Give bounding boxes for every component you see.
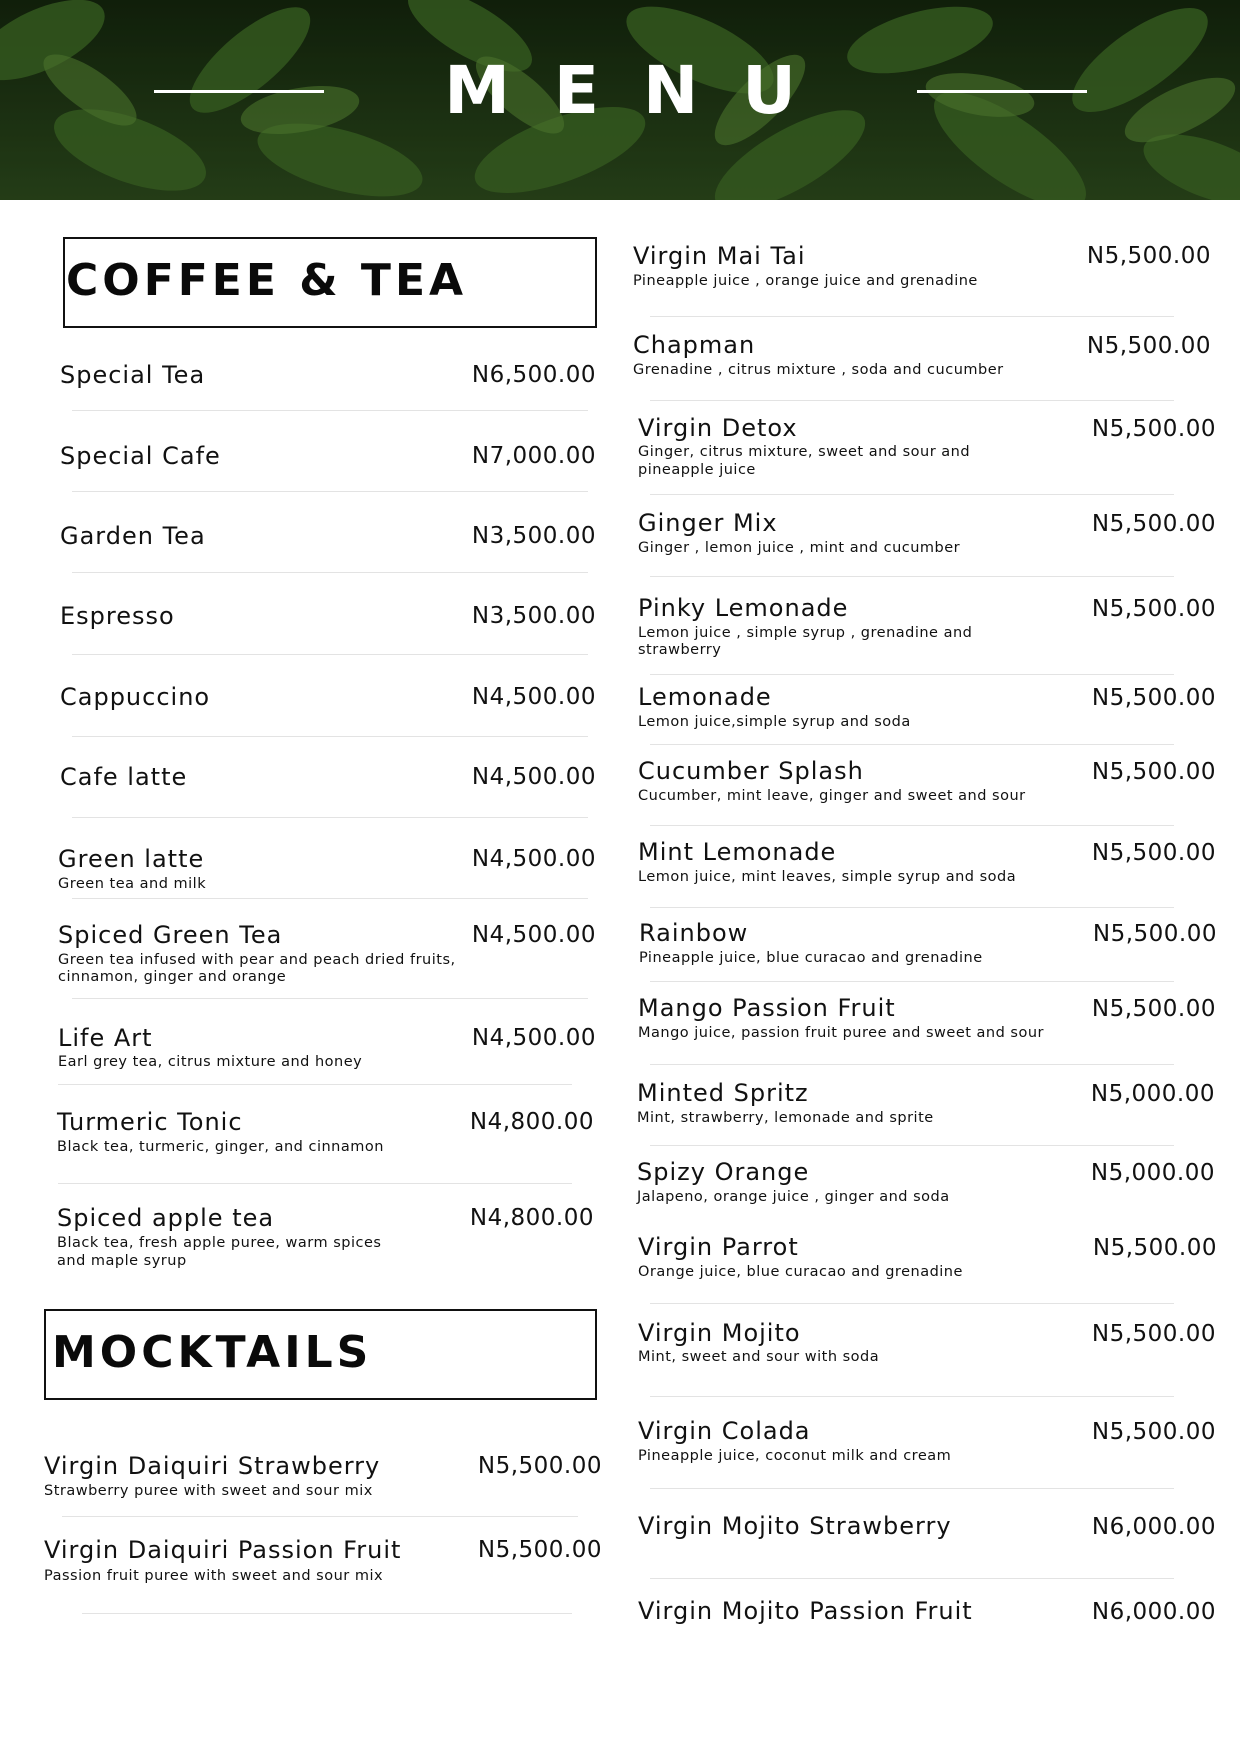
menu-item-name: Virgin Daiquiri Strawberry: [44, 1452, 381, 1480]
menu-item-name: Virgin Detox: [638, 414, 798, 442]
menu-item-description: Black tea, turmeric, ginger, and cinnamon: [57, 1139, 384, 1155]
menu-item-price: N7,000.00: [471, 443, 596, 469]
menu-item-name: Virgin Parrot: [638, 1233, 799, 1261]
menu-item-price: N5,500.00: [1092, 1235, 1217, 1261]
menu-item-price: N5,500.00: [1091, 685, 1216, 711]
menu-item-name: Virgin Mojito: [638, 1319, 801, 1347]
menu-item-description: Mint, strawberry, lemonade and sprite: [637, 1110, 934, 1126]
menu-item-description: Ginger, citrus mixture, sweet and sour and: [638, 444, 971, 460]
menu-item-description: Strawberry puree with sweet and sour mix: [44, 1483, 373, 1499]
menu-item-price: N5,500.00: [477, 1453, 602, 1479]
menu-item-name: Mint Lemonade: [638, 838, 837, 866]
menu-item-description: cinnamon, ginger and orange: [58, 969, 287, 985]
menu-item-price: N5,000.00: [1090, 1081, 1215, 1107]
menu-item-name: Cafe latte: [60, 763, 188, 791]
item-divider: [650, 576, 1174, 577]
menu-item-name: Spiced Green Tea: [58, 921, 283, 949]
menu-item-price: N5,500.00: [1091, 511, 1216, 537]
item-divider: [58, 1084, 572, 1085]
menu-item-price: N4,500.00: [471, 764, 596, 790]
menu-item-name: Minted Spritz: [637, 1079, 809, 1107]
item-divider: [72, 572, 588, 573]
menu-item-description: Mango juice, passion fruit puree and sweet and sour: [638, 1025, 1044, 1041]
menu-item-price: N5,500.00: [1086, 243, 1211, 269]
menu-item-name: Virgin Mojito Strawberry: [638, 1512, 952, 1540]
menu-item-price: N5,500.00: [1091, 1419, 1216, 1445]
menu-item-description: Pineapple juice , orange juice and grenadine: [633, 273, 978, 289]
coffee-tea-title: COFFEE & TEA: [66, 255, 468, 306]
menu-item-description: Green tea infused with pear and peach dried fruits,: [58, 952, 456, 968]
item-divider: [72, 898, 588, 899]
item-divider: [72, 998, 588, 999]
item-divider: [82, 1613, 572, 1614]
menu-item-price: N6,000.00: [1091, 1514, 1216, 1540]
menu-item-price: N3,500.00: [471, 523, 596, 549]
menu-item-name: Cucumber Splash: [638, 757, 864, 785]
menu-item-description: Jalapeno, orange juice , ginger and soda: [637, 1189, 950, 1205]
menu-item-name: Spiced apple tea: [57, 1204, 275, 1232]
item-divider: [650, 494, 1174, 495]
item-divider: [650, 825, 1174, 826]
menu-item-description: Cucumber, mint leave, ginger and sweet and sour: [638, 788, 1026, 804]
item-divider: [650, 1303, 1174, 1304]
menu-item-price: N5,500.00: [1091, 416, 1216, 442]
menu-item-name: Espresso: [60, 602, 175, 630]
menu-item-name: Virgin Colada: [638, 1417, 811, 1445]
item-divider: [650, 400, 1174, 401]
item-divider: [650, 907, 1174, 908]
menu-item-description: and maple syrup: [57, 1253, 187, 1269]
menu-item-name: Virgin Mai Tai: [633, 242, 806, 270]
menu-item-description: Passion fruit puree with sweet and sour mix: [44, 1568, 384, 1584]
menu-item-name: Lemonade: [638, 683, 772, 711]
item-divider: [650, 674, 1174, 675]
menu-item-name: Virgin Mojito Passion Fruit: [638, 1597, 973, 1625]
menu-item-price: N5,500.00: [1086, 333, 1211, 359]
menu-item-description: Earl grey tea, citrus mixture and honey: [58, 1054, 363, 1070]
menu-item-name: Virgin Daiquiri Passion Fruit: [44, 1536, 402, 1564]
item-divider: [72, 736, 588, 737]
page-title: MENU: [444, 52, 840, 129]
menu-item-name: Green latte: [58, 845, 205, 873]
item-divider: [650, 1064, 1174, 1065]
item-divider: [650, 1488, 1174, 1489]
menu-item-description: Lemon juice , simple syrup , grenadine and: [638, 625, 973, 641]
header-banner: [0, 0, 1240, 200]
item-divider: [650, 744, 1174, 745]
menu-item-description: Pineapple juice, coconut milk and cream: [638, 1448, 952, 1464]
menu-item-description: Green tea and milk: [58, 876, 207, 892]
menu-item-price: N3,500.00: [471, 603, 596, 629]
menu-item-price: N6,500.00: [471, 362, 596, 388]
menu-item-name: Rainbow: [639, 919, 749, 947]
mocktails-title: MOCKTAILS: [52, 1327, 373, 1378]
menu-item-description: Pineapple juice, blue curacao and grenadine: [639, 950, 983, 966]
menu-item-price: N5,500.00: [1091, 596, 1216, 622]
menu-item-name: Spizy Orange: [637, 1158, 810, 1186]
item-divider: [72, 654, 588, 655]
menu-item-price: N5,500.00: [477, 1537, 602, 1563]
item-divider: [62, 1516, 578, 1517]
menu-item-description: Orange juice, blue curacao and grenadine: [638, 1264, 963, 1280]
item-divider: [650, 1578, 1174, 1579]
menu-item-price: N4,500.00: [471, 922, 596, 948]
menu-item-name: Chapman: [633, 331, 756, 359]
menu-item-description: strawberry: [638, 642, 722, 658]
menu-item-name: Life Art: [58, 1024, 153, 1052]
menu-item-price: N5,500.00: [1091, 840, 1216, 866]
menu-item-price: N4,800.00: [469, 1109, 594, 1135]
menu-item-price: N5,500.00: [1091, 1321, 1216, 1347]
menu-item-description: Mint, sweet and sour with soda: [638, 1349, 880, 1365]
menu-item-description: Black tea, fresh apple puree, warm spices: [57, 1235, 382, 1251]
item-divider: [58, 1183, 572, 1184]
menu-item-price: N5,500.00: [1091, 759, 1216, 785]
menu-item-description: Grenadine , citrus mixture , soda and cucumber: [633, 362, 1004, 378]
menu-item-name: Cappuccino: [60, 683, 211, 711]
item-divider: [650, 981, 1174, 982]
menu-item-name: Mango Passion Fruit: [638, 994, 896, 1022]
menu-item-name: Special Cafe: [60, 442, 221, 470]
menu-item-name: Special Tea: [60, 361, 206, 389]
menu-item-name: Garden Tea: [60, 522, 206, 550]
item-divider: [72, 817, 588, 818]
menu-item-description: Ginger , lemon juice , mint and cucumber: [638, 540, 961, 556]
menu-item-price: N5,500.00: [1091, 996, 1216, 1022]
menu-item-price: N4,800.00: [469, 1205, 594, 1231]
menu-item-price: N4,500.00: [471, 846, 596, 872]
menu-item-description: Lemon juice, mint leaves, simple syrup and soda: [638, 869, 1017, 885]
item-divider: [72, 410, 588, 411]
menu-item-name: Ginger Mix: [638, 509, 778, 537]
menu-item-name: Pinky Lemonade: [638, 594, 849, 622]
menu-item-price: N4,500.00: [471, 1025, 596, 1051]
banner-divider-right: [917, 90, 1087, 93]
menu-item-price: N5,500.00: [1092, 921, 1217, 947]
item-divider: [650, 1145, 1174, 1146]
item-divider: [72, 491, 588, 492]
menu-item-price: N4,500.00: [471, 684, 596, 710]
menu-item-price: N6,000.00: [1091, 1599, 1216, 1625]
menu-item-price: N5,000.00: [1090, 1160, 1215, 1186]
menu-item-description: Lemon juice,simple syrup and soda: [638, 714, 911, 730]
menu-item-description: pineapple juice: [638, 462, 756, 478]
item-divider: [650, 1396, 1174, 1397]
item-divider: [650, 316, 1174, 317]
menu-item-name: Turmeric Tonic: [57, 1108, 243, 1136]
